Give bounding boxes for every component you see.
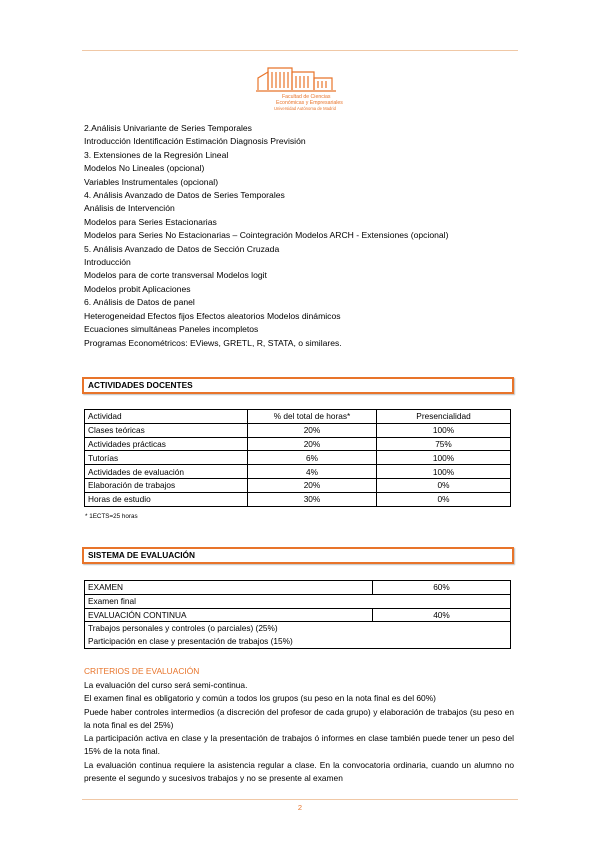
logo-line-2: Económicas y Empresariales (276, 100, 343, 106)
syllabus-line: 5. Análisis Avanzado de Datos de Sección Cruzada (84, 243, 280, 254)
logo-line-1: Facultad de Ciencias (282, 94, 331, 100)
table-header-cell: Presencialidad (377, 410, 511, 424)
table-header-cell: % del total de horas* (248, 410, 377, 424)
activities-section-header: ACTIVIDADES DOCENTES (82, 377, 514, 394)
syllabus-line: 3. Extensiones de la Regresión Lineal (84, 149, 229, 160)
table-cell: 100% (377, 423, 511, 437)
table-row (85, 478, 511, 492)
table-row (85, 437, 511, 451)
table-cell: 60% (373, 581, 511, 595)
syllabus-line: Modelos para Series Estacionarias (84, 216, 217, 227)
table-row (85, 622, 511, 649)
table-cell: EXAMEN (85, 581, 373, 595)
table-cell: 100% (377, 465, 511, 479)
table-cell: Examen final (85, 594, 511, 608)
criteria-heading: CRITERIOS DE EVALUACIÓN (84, 666, 200, 676)
syllabus-line: Heterogeneidad Efectos fijos Efectos aleatorios Modelos dinámicos (84, 310, 341, 321)
ects-footnote: * 1ECTS=25 horas (85, 513, 138, 520)
syllabus-list (84, 122, 448, 350)
evaluation-section-header: SISTEMA DE EVALUACIÓN (82, 547, 514, 564)
syllabus-line: Modelos para Series No Estacionarias – Cointegración Modelos ARCH - Extensiones (opcional) (84, 230, 449, 241)
table-cell: 40% (373, 608, 511, 622)
table-cell: Clases teóricas (85, 423, 248, 437)
faculty-logo (252, 60, 348, 114)
activities-table (84, 409, 511, 507)
syllabus-line: Modelos para de corte transversal Modelos logit (84, 270, 267, 281)
syllabus-line: Introducción (84, 257, 131, 268)
page-number: 2 (297, 803, 303, 812)
criteria-text (84, 679, 514, 785)
table-row (85, 594, 511, 608)
criteria-paragraph: El examen final es obligatorio y común a todos los grupos (su peso en la nota final es del 60%) (84, 693, 436, 704)
trabajos-text: Trabajos personales y controles (o parciales) (25%) (88, 623, 278, 634)
table-cell: 75% (377, 437, 511, 451)
syllabus-line: Introducción Identificación Estimación Diagnosis Previsión (84, 136, 306, 147)
participacion-text: Participación en clase y presentación de trabajos (15%) (88, 636, 293, 647)
table-row (85, 423, 511, 437)
table-cell: EVALUACIÓN CONTINUA (85, 608, 373, 622)
table-row (85, 492, 511, 506)
table-row (85, 608, 511, 622)
table-cell: 30% (248, 492, 377, 506)
table-cell: Actividades prácticas (85, 437, 248, 451)
table-cell: Actividades de evaluación (85, 465, 248, 479)
criteria-paragraph: La evaluación continua requiere la asistencia regular a clase. En la convocatoria ordinaria, cuando un alumno no presente el segundo y sucesivos trabajos y no se presente al examen (84, 759, 514, 784)
table-cell: 6% (248, 451, 377, 465)
syllabus-line: Ecuaciones simultáneas Paneles incompletos (84, 324, 259, 335)
table-cell: 4% (248, 465, 377, 479)
table-header-row (85, 410, 511, 424)
table-cell: 100% (377, 451, 511, 465)
criteria-paragraph: La evaluación del curso será semi-continua. (84, 680, 248, 690)
table-cell: 20% (248, 423, 377, 437)
table-cell: Elaboración de trabajos (85, 478, 248, 492)
syllabus-line: Modelos probit Aplicaciones (84, 283, 191, 294)
table-cell: 20% (248, 437, 377, 451)
table-row (85, 451, 511, 465)
building-icon (252, 60, 348, 114)
footer-rule (82, 799, 518, 800)
table-cell: 0% (377, 492, 511, 506)
table-cell: Horas de estudio (85, 492, 248, 506)
table-header-cell: Actividad (85, 410, 248, 424)
logo-line-3: Universidad Autónoma de Madrid (274, 106, 336, 111)
table-row (85, 581, 511, 595)
syllabus-line: Modelos No Lineales (opcional) (84, 163, 205, 174)
header-rule (82, 50, 518, 51)
table-cell (85, 622, 511, 649)
criteria-paragraph: Puede haber controles intermedios (a discreción del profesor de cada grupo) y elaboración de trabajos (su peso en la nota final es del 25%) (84, 706, 514, 730)
table-cell: Tutorías (85, 451, 248, 465)
evaluation-table (84, 580, 511, 649)
table-cell: 0% (377, 478, 511, 492)
syllabus-line: Análisis de Intervención (84, 203, 175, 214)
syllabus-line: 4. Análisis Avanzado de Datos de Series Temporales (84, 190, 285, 201)
criteria-paragraph: La participación activa en clase y la presentación de trabajos ó informes en clase también puede tener un peso del 15% de la nota final. (84, 733, 514, 757)
table-row (85, 465, 511, 479)
syllabus-line: Variables Instrumentales (opcional) (84, 176, 219, 187)
syllabus-line: 6. Análisis de Datos de panel (84, 297, 195, 308)
syllabus-line: Programas Econométricos: EViews, GRETL, R, STATA, o similares. (84, 337, 342, 348)
table-cell: 20% (248, 478, 377, 492)
syllabus-line: 2.Análisis Univariante de Series Temporales (84, 123, 252, 133)
